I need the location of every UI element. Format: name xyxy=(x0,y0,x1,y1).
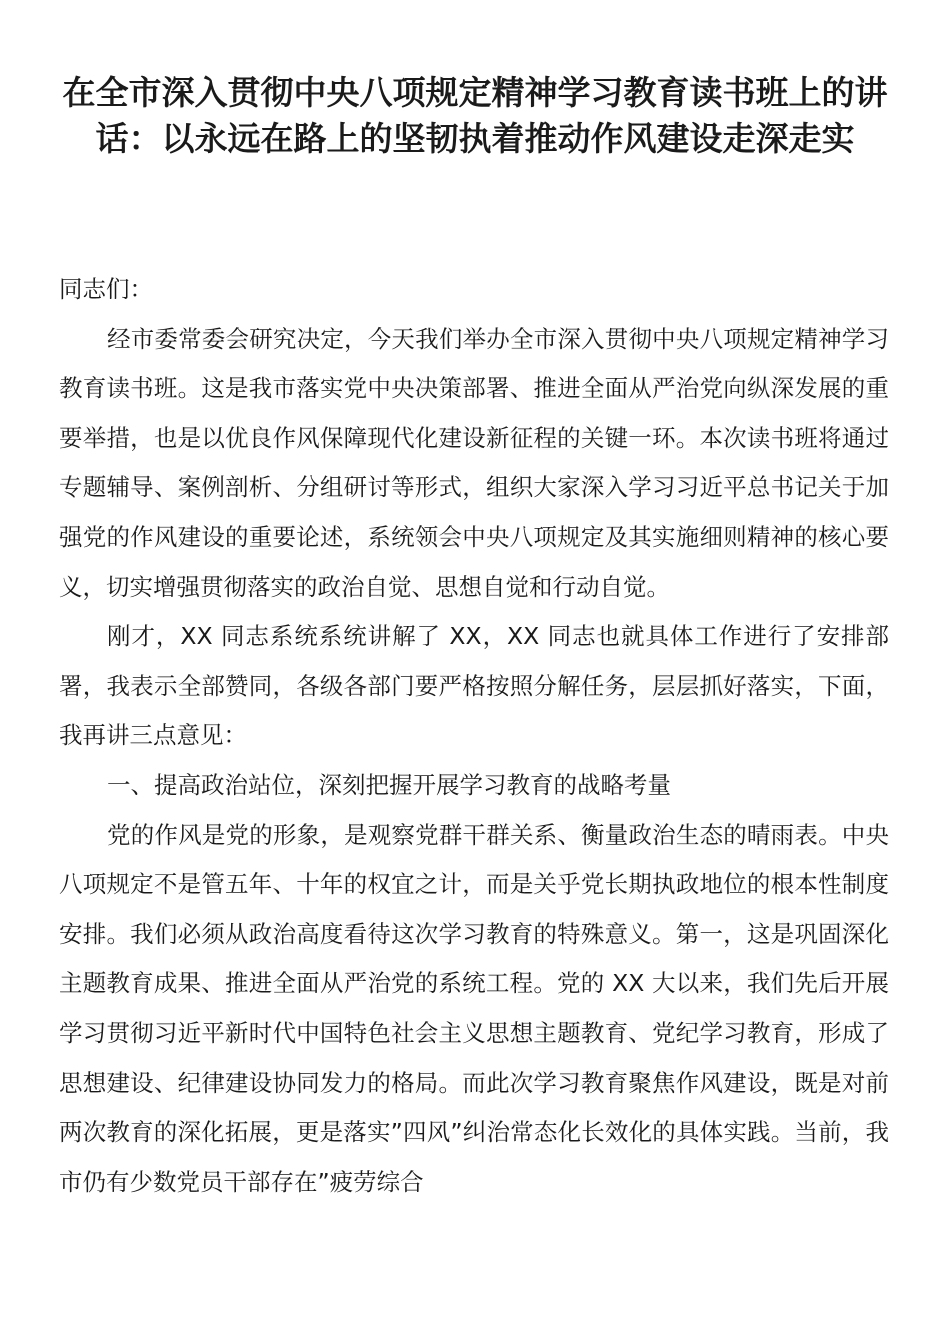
paragraph: 经市委常委会研究决定，今天我们举办全市深入贯彻中央八项规定精神学习教育读书班。这是我市落实党中央决策部署、推进全面从严治党向纵深发展的重要举措，也是以优良作风保障现代化建设新征程的关键一环。本次读书班将通过专题辅导、案例剖析、分组研讨等形式，组织大家深入学习习近平总书记关于加强党的作风建设的重要论述，系统领会中央八项规定及其实施细则精神的核心要义，切实增强贯彻落实的政治自觉、思想自觉和行动自觉。 xyxy=(59,324,889,601)
document-body xyxy=(59,265,889,1207)
paragraph: 刚才，XX 同志系统系统讲解了 XX，XX 同志也就具体工作进行了安排部署，我表示全部赞同，各级各部门要严格按照分解任务，层层抓好落实，下面，我再讲三点意见： xyxy=(59,622,889,750)
paragraph: 党的作风是党的形象，是观察党群干群关系、衡量政治生态的晴雨表。中央八项规定不是管五年、十年的权宜之计，而是关乎党长期执政地位的根本性制度安排。我们必须从政治高度看待这次学习教育的特殊意义。第一，这是巩固深化主题教育成果、推进全面从严治党的系统工程。党的 XX 大以来，我们先后开展学习贯彻习近平新时代中国特色社会主义思想主题教育、党纪学习教育，形成了思想建设、纪律建设协同发力的格局。而此次学习教育聚焦作风建设，既是对前两次教育的深化拓展，更是落实”四风”纠治常态化长效化的具体实践。当前，我市仍有少数党员干部存在”疲劳综合 xyxy=(59,820,889,1196)
section-heading: 一、提高政治站位，深刻把握开展学习教育的战略考量 xyxy=(107,770,671,799)
document-title: 在全市深入贯彻中央八项规定精神学习教育读书班上的讲话：以永远在路上的坚韧执着推动作风建设走深走实 xyxy=(62,73,888,158)
salutation: 同志们： xyxy=(59,275,153,303)
